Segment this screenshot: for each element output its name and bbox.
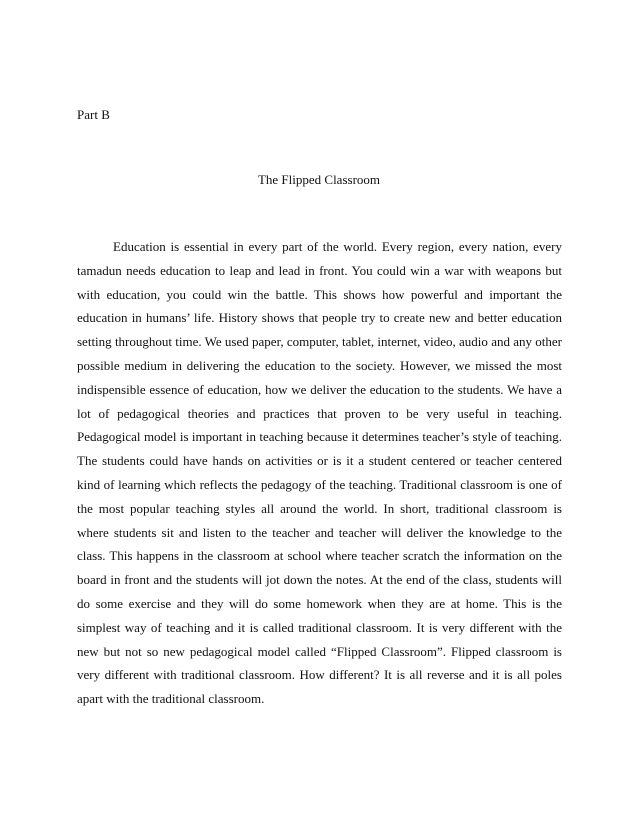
part-label: Part B [77, 107, 110, 122]
body-paragraph: Education is essential in every part of the world. Every region, every nation, every tamadun needs education to leap and lead in front. You could win a war with weapons but with education, you could win the battle. This shows how powerful and important the education in humans’ life. History shows that people try to create new and better education setting throughout time. We used paper, computer, tablet, internet, video, audio and any other possible medium in delivering the education to the society. However, we missed the most indispensible essence of education, how we deliver the education to the students. We have a lot of pedagogical theories and practices that proven to be very useful in teaching. Pedagogical model is important in teaching because it determines teacher’s style of teaching. The students could have hands on activities or is it a student centered or teacher centered kind of learning which reflects the pedagogy of the teaching. Traditional classroom is one of the most popular teaching styles all around the world. In short, traditional classroom is where students sit and listen to the teacher and teacher will deliver the knowledge to the class. This happens in the classroom at school where teacher scratch the information on the board in front and the students will jot down the notes. At the end of the class, students will do some exercise and they will do some homework when they are at home. This is the simplest way of teaching and it is called traditional classroom. It is very different with the new but not so new pedagogical model called “Flipped Classroom”. Flipped classroom is very different with traditional classroom. How different? It is all reverse and it is all poles apart with the traditional classroom. [77, 239, 562, 707]
document-title: The Flipped Classroom [257, 172, 381, 187]
